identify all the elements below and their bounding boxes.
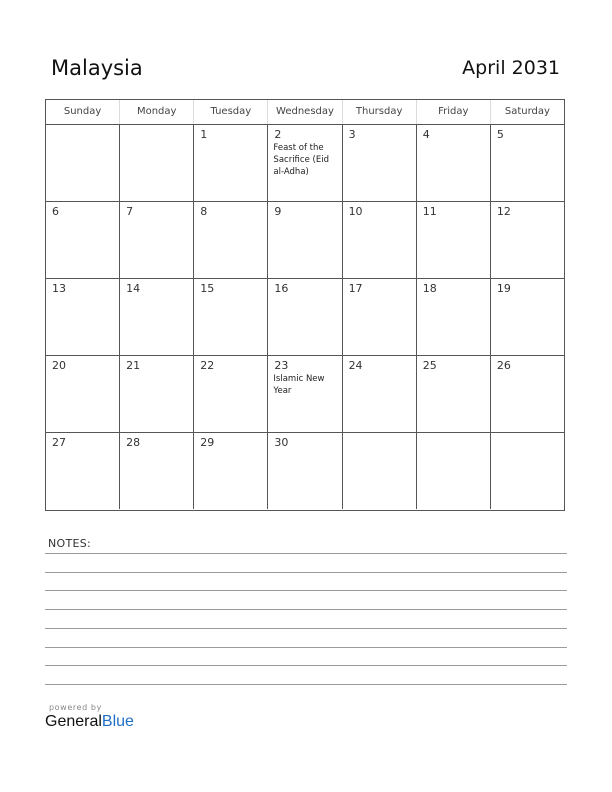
day-cell bbox=[194, 125, 268, 201]
day-cell bbox=[343, 356, 417, 432]
day-cell bbox=[343, 202, 417, 278]
weekday-header: Thursday bbox=[343, 100, 417, 124]
day-cell bbox=[491, 356, 564, 432]
day-cell bbox=[417, 433, 491, 509]
generalblue-logo bbox=[45, 713, 134, 731]
day-cell bbox=[343, 125, 417, 201]
day-number: 23 bbox=[274, 359, 289, 372]
day-number: 8 bbox=[200, 205, 208, 218]
note-line bbox=[45, 665, 567, 666]
day-cell bbox=[194, 279, 268, 355]
day-cell bbox=[268, 202, 342, 278]
day-cell bbox=[417, 356, 491, 432]
calendar-grid bbox=[45, 99, 565, 511]
day-number: 3 bbox=[348, 128, 356, 141]
day-number: 1 bbox=[200, 128, 208, 141]
day-cell bbox=[120, 279, 194, 355]
day-cell bbox=[343, 279, 417, 355]
notes-label: NOTES: bbox=[48, 537, 92, 550]
note-line bbox=[45, 553, 567, 554]
holiday-label: Feast of the Sacrifice (Eid al-Adha) bbox=[273, 143, 329, 177]
day-cell bbox=[268, 433, 342, 509]
day-cell bbox=[46, 356, 120, 432]
day-number: 14 bbox=[126, 282, 141, 295]
day-number: 25 bbox=[422, 359, 437, 372]
day-cell bbox=[46, 433, 120, 509]
day-cell bbox=[194, 202, 268, 278]
week-row bbox=[46, 202, 564, 279]
weekday-header: Friday bbox=[417, 100, 491, 124]
week-row bbox=[46, 125, 564, 202]
note-line bbox=[45, 572, 567, 573]
day-number: 28 bbox=[126, 436, 141, 449]
weekday-header-row bbox=[46, 100, 564, 125]
month-year-title: April 2031 bbox=[462, 57, 560, 79]
day-cell bbox=[268, 125, 342, 201]
country-title: Malaysia bbox=[51, 56, 143, 80]
holiday-label: Islamic New Year bbox=[273, 374, 325, 396]
day-cell bbox=[46, 279, 120, 355]
day-cell bbox=[343, 433, 417, 509]
day-number: 6 bbox=[52, 205, 59, 218]
day-number: 17 bbox=[348, 282, 363, 295]
day-number: 27 bbox=[52, 436, 66, 449]
logo-general-text: General bbox=[45, 713, 102, 730]
logo-blue-text: Blue bbox=[101, 713, 134, 730]
day-number: 5 bbox=[496, 128, 504, 141]
note-line bbox=[45, 628, 567, 629]
day-cell bbox=[491, 202, 564, 278]
day-number: 15 bbox=[200, 282, 215, 295]
day-cell bbox=[120, 202, 194, 278]
week-row bbox=[46, 279, 564, 356]
day-number: 9 bbox=[274, 205, 282, 218]
day-number: 20 bbox=[52, 359, 66, 372]
brand-footer bbox=[45, 703, 134, 731]
day-cell bbox=[120, 356, 194, 432]
day-cell bbox=[194, 356, 268, 432]
day-cell bbox=[46, 202, 120, 278]
day-number: 13 bbox=[52, 282, 66, 295]
day-cell bbox=[491, 279, 564, 355]
day-cell bbox=[120, 433, 194, 509]
weekday-header: Wednesday bbox=[268, 100, 342, 124]
day-number: 29 bbox=[200, 436, 215, 449]
day-number: 18 bbox=[422, 282, 437, 295]
day-number: 26 bbox=[496, 359, 511, 372]
week-row bbox=[46, 433, 564, 509]
day-number: 7 bbox=[126, 205, 134, 218]
weekday-header: Sunday bbox=[46, 100, 120, 124]
week-row bbox=[46, 356, 564, 433]
day-number: 19 bbox=[496, 282, 511, 295]
note-line bbox=[45, 609, 567, 610]
day-number: 21 bbox=[126, 359, 141, 372]
day-cell bbox=[417, 202, 491, 278]
day-cell bbox=[417, 279, 491, 355]
day-number: 22 bbox=[200, 359, 215, 372]
day-cell bbox=[120, 125, 194, 201]
day-number: 2 bbox=[274, 128, 282, 141]
day-number: 11 bbox=[422, 205, 437, 218]
day-cell bbox=[491, 125, 564, 201]
day-cell bbox=[491, 433, 564, 509]
note-line bbox=[45, 684, 567, 685]
day-cell bbox=[194, 433, 268, 509]
weekday-header: Tuesday bbox=[194, 100, 268, 124]
day-cell bbox=[268, 356, 342, 432]
day-cell bbox=[417, 125, 491, 201]
day-number: 24 bbox=[348, 359, 363, 372]
day-cell bbox=[268, 279, 342, 355]
powered-by-text: powered by bbox=[49, 703, 102, 712]
weekday-header: Monday bbox=[120, 100, 194, 124]
day-number: 4 bbox=[422, 128, 430, 141]
day-number: 16 bbox=[274, 282, 289, 295]
day-cell bbox=[46, 125, 120, 201]
day-number: 30 bbox=[274, 436, 289, 449]
day-number: 10 bbox=[348, 205, 363, 218]
note-line bbox=[45, 647, 567, 648]
note-line bbox=[45, 590, 567, 591]
day-number: 12 bbox=[496, 205, 511, 218]
weekday-header: Saturday bbox=[504, 106, 550, 117]
